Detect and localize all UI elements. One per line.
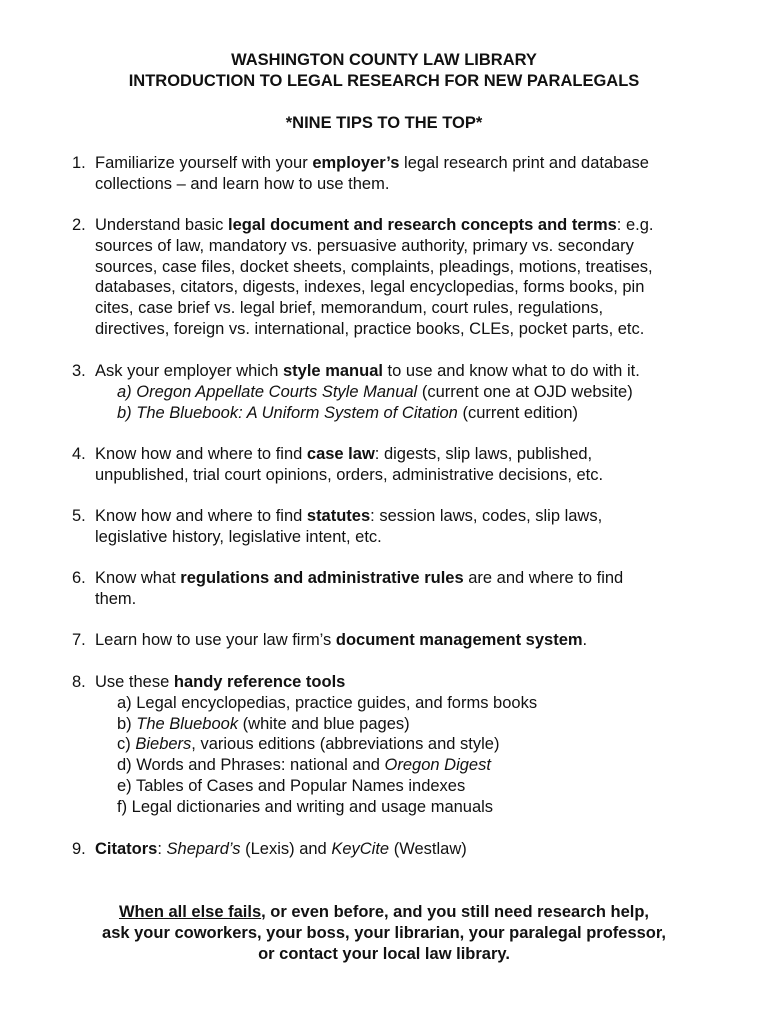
- tip-text: Ask your employer which style manual to use and know what to do with it.: [95, 362, 640, 380]
- sub-item-b: b) The Bluebook (white and blue pages): [117, 714, 410, 733]
- tip-3: [72, 361, 712, 423]
- tip-number: 3.: [72, 362, 86, 380]
- sub-item-f: f) Legal dictionaries and writing and usage manuals: [117, 797, 494, 816]
- tip-number: 7.: [72, 631, 86, 649]
- tip-number: 4.: [72, 445, 86, 463]
- sub-item-a: a) Oregon Appellate Courts Style Manual (current one at OJD website): [117, 382, 633, 401]
- tip-number: 8.: [72, 673, 86, 691]
- tip-text: Know what regulations and administrative rules are and where to find them.: [95, 569, 624, 608]
- sub-item-b: b) The Bluebook: A Uniform System of Citation (current edition): [117, 403, 578, 422]
- library-name-heading: WASHINGTON COUNTY LAW LIBRARY: [231, 51, 537, 69]
- tip-6: [72, 568, 712, 610]
- tip-text: Know how and where to find statutes: session laws, codes, slip laws, legislative history, legislative intent, etc.: [95, 507, 603, 546]
- closing-line-2: ask your coworkers, your boss, your librarian, your paralegal professor,: [102, 924, 666, 942]
- tip-text: Use these handy reference tools: [95, 673, 346, 691]
- closing-line-1: When all else fails, or even before, and you still need research help,: [118, 903, 649, 921]
- sub-item-a: a) Legal encyclopedias, practice guides, and forms books: [117, 693, 538, 712]
- tip-text: Know how and where to find case law: digests, slip laws, published, unpublished, trial court opinions, orders, administrative decisions, etc.: [95, 445, 604, 484]
- closing-line-3: or contact your local law library.: [258, 945, 510, 963]
- tip-text: Familiarize yourself with your employer’s legal research print and database collections – and learn how to use them.: [95, 154, 649, 193]
- tip-2: [72, 215, 712, 340]
- tip-5: [72, 506, 712, 548]
- tip-number: 5.: [72, 507, 86, 525]
- tip-number: 9.: [72, 840, 86, 858]
- tip-9: [72, 839, 712, 860]
- tip-7: [72, 630, 712, 651]
- sub-item-c: c) Biebers, various editions (abbreviations and style): [117, 735, 500, 754]
- course-title-heading: INTRODUCTION TO LEGAL RESEARCH FOR NEW PARALEGALS: [128, 72, 640, 90]
- tip-number: 2.: [72, 216, 86, 234]
- tip-text: Learn how to use your law firm’s document management system.: [95, 631, 588, 649]
- tip-1: [72, 153, 712, 195]
- sub-item-e: e) Tables of Cases and Popular Names indexes: [117, 776, 466, 795]
- tip-number: 6.: [72, 569, 86, 587]
- document-subtitle: *NINE TIPS TO THE TOP*: [285, 114, 483, 132]
- tip-4: [72, 444, 712, 486]
- tip-number: 1.: [72, 154, 86, 172]
- emphasis-underline: When all else fails: [118, 903, 262, 921]
- tip-text: Understand basic legal document and research concepts and terms: e.g. sources of law, mandatory vs. persuasive authority, primary vs. secondary sources, case files, docket sheets, complaints, pleadings, motions, treatises, databases, citators, digests, indexes, legal encyclopedias, forms books, pin cites, case brief vs. legal brief, memorandum, court rules, regulations, directives, foreign vs. international, practice books, CLEs, pocket parts, etc.: [95, 216, 654, 338]
- tip-8: [72, 672, 712, 818]
- tip-text: Citators: Shepard’s (Lexis) and KeyCite (Westlaw): [95, 840, 467, 858]
- sub-item-d: d) Words and Phrases: national and Oregon Digest: [117, 756, 491, 775]
